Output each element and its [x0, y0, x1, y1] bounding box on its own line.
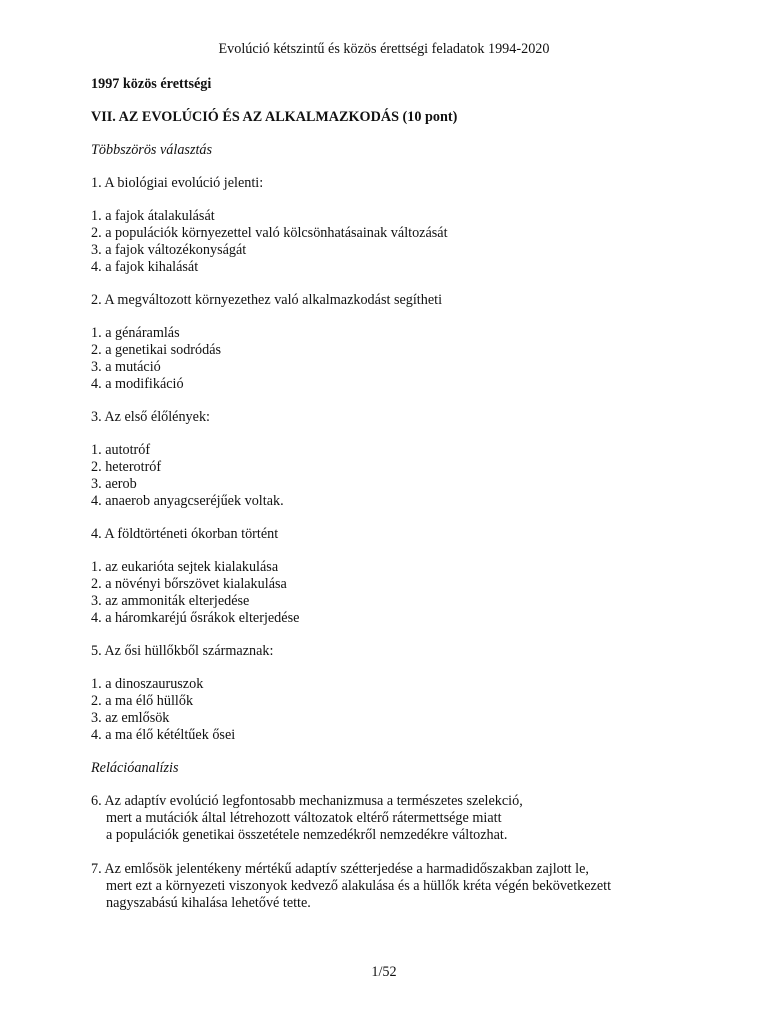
answer-option: 4. a ma élő kétéltűek ősei [91, 727, 236, 743]
relation-line: mert ezt a környezeti viszonyok kedvező alakulása és a hüllők kréta végén bekövetkezett [106, 877, 612, 894]
exam-title: 1997 közös érettségi [91, 76, 212, 92]
subsection-multiple-choice: Többszörös választás [91, 142, 213, 158]
question-3 [91, 409, 691, 510]
question-stem: 1. A biológiai evolúció jelenti: [91, 175, 264, 191]
question-2 [91, 292, 691, 393]
question-stem: 2. A megváltozott környezethez való alkalmazkodást segítheti [91, 292, 443, 308]
page-number: 1/52 [371, 964, 397, 980]
relation-line: 7. Az emlősök jelentékeny mértékű adaptív szétterjedése a harmadidőszakban zajlott le, [91, 860, 589, 877]
subsection-relation-analysis: Relációanalízis [91, 760, 179, 776]
answer-option: 1. a génáramlás [91, 325, 180, 341]
relation-line: 6. Az adaptív evolúció legfontosabb mechanizmusa a természetes szelekció, [91, 793, 523, 809]
answer-option: 3. az emlősök [91, 710, 170, 726]
question-stem: 5. Az ősi hüllőkből származnak: [91, 643, 274, 659]
answer-option: 3. a fajok változékonyságát [91, 242, 247, 258]
question-stem: 4. A földtörténeti ókorban történt [91, 526, 279, 542]
page-header: Evolúció kétszintű és közös érettségi feladatok 1994-2020 [218, 41, 550, 57]
question-1 [91, 175, 691, 276]
answer-option: 3. a mutáció [91, 359, 161, 375]
answer-option: 1. a dinoszauruszok [91, 676, 204, 692]
answer-option: 1. a fajok átalakulását [91, 208, 215, 224]
answer-option: 4. anaerob anyagcseréjűek voltak. [91, 493, 284, 509]
answer-option: 1. az eukarióta sejtek kialakulása [91, 559, 279, 575]
answer-option: 2. a ma élő hüllők [91, 693, 194, 709]
answer-option: 3. aerob [91, 476, 137, 492]
answer-option: 3. az ammoniták elterjedése [91, 593, 250, 609]
relation-line: mert a mutációk által létrehozott változatok eltérő rátermettsége miatt [106, 810, 502, 827]
page-content [91, 76, 691, 912]
question-5 [91, 643, 691, 744]
answer-option: 4. a fajok kihalását [91, 259, 199, 275]
answer-option: 4. a háromkaréjú ősrákok elterjedése [91, 610, 300, 626]
question-4 [91, 526, 691, 627]
answer-option: 1. autotróf [91, 442, 151, 458]
answer-option: 2. a növényi bőrszövet kialakulása [91, 576, 287, 592]
answer-option: 2. heterotróf [91, 459, 162, 475]
answer-option: 2. a genetikai sodródás [91, 342, 222, 358]
relation-item-6 [91, 793, 691, 845]
relation-line: a populációk genetikai összetétele nemzedékről nemzedékre változhat. [106, 827, 508, 844]
section-title: VII. AZ EVOLÚCIÓ ÉS AZ ALKALMAZKODÁS (10 pont) [91, 109, 458, 125]
relation-line: nagyszabású kihalása lehetővé tette. [106, 895, 311, 912]
answer-option: 2. a populációk környezettel való kölcsönhatásainak változását [91, 225, 448, 241]
relation-item-7 [91, 861, 691, 913]
answer-option: 4. a modifikáció [91, 376, 184, 392]
question-stem: 3. Az első élőlények: [91, 409, 210, 425]
